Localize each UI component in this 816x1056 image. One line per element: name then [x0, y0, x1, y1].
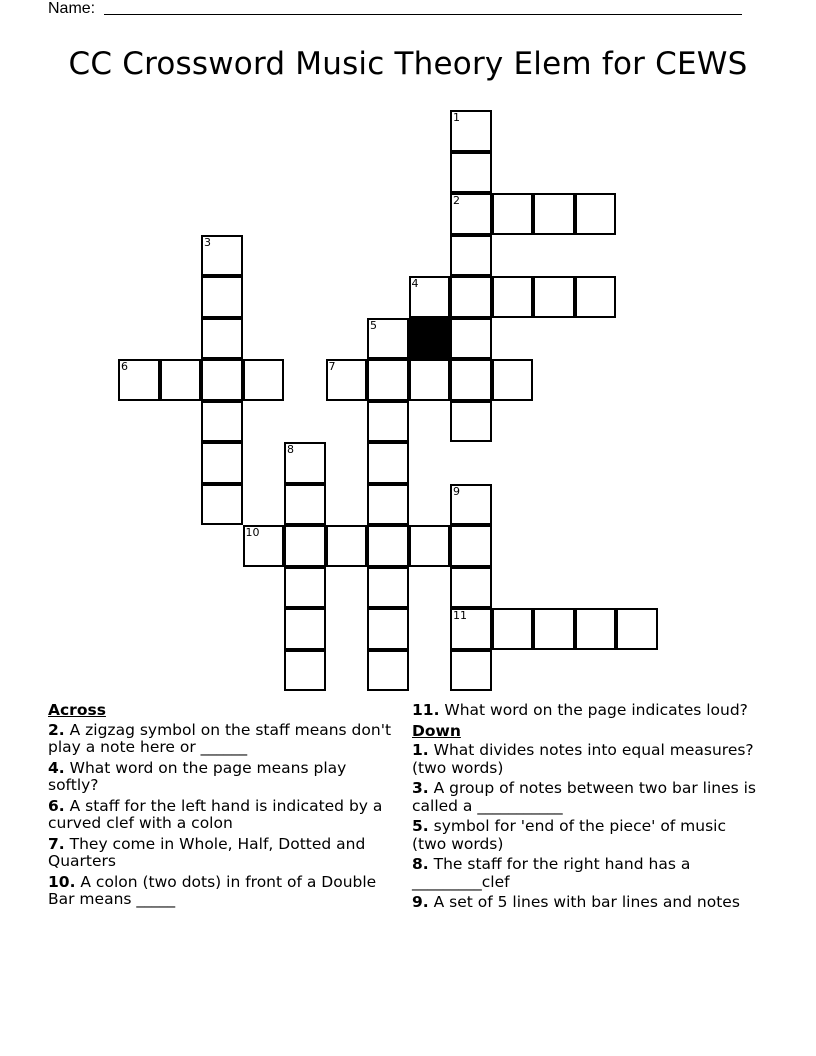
- grid-cell-11[interactable]: [450, 608, 492, 650]
- grid-cell[interactable]: [201, 318, 243, 360]
- grid-cell[interactable]: [575, 276, 617, 318]
- cell-number: 8: [287, 443, 294, 456]
- cell-number: 5: [370, 318, 377, 332]
- page-title: CC Crossword Music Theory Elem for CEWS: [68, 46, 748, 82]
- grid-cell[interactable]: [533, 193, 575, 235]
- grid-cell[interactable]: [201, 401, 243, 443]
- grid-cell[interactable]: [450, 276, 492, 318]
- clue-across-7: 7. They come in Whole, Half, Dotted and Quarters: [48, 834, 366, 870]
- grid-cell[interactable]: [201, 442, 243, 484]
- clue-down-3: 3. A group of notes between two bar lines is called a ___________: [412, 779, 756, 815]
- clue-across-2: 2. A zigzag symbol on the staff means don't play a note here or ______: [48, 720, 392, 756]
- grid-cell[interactable]: [616, 608, 658, 650]
- grid-cell-9[interactable]: [450, 484, 492, 526]
- cell-number: 6: [121, 360, 128, 373]
- grid-cell[interactable]: [201, 484, 243, 526]
- grid-cell[interactable]: [284, 525, 326, 567]
- name-label: Name:: [48, 0, 96, 17]
- grid-cell[interactable]: [492, 276, 534, 318]
- clues-column-right: [412, 702, 757, 915]
- grid-cell[interactable]: [450, 567, 492, 609]
- grid-cell[interactable]: [492, 359, 534, 401]
- grid-cell-1[interactable]: [450, 110, 492, 152]
- grid-cell[interactable]: [450, 401, 492, 443]
- grid-cell[interactable]: [492, 193, 534, 235]
- clue-down-9: 9. A set of 5 lines with bar lines and notes: [412, 893, 740, 911]
- grid-cell-4[interactable]: [409, 276, 451, 318]
- grid-cell[interactable]: [450, 650, 492, 692]
- cell-number: 9: [453, 484, 460, 498]
- clue-down-1: 1. What divides notes into equal measures? (two words): [412, 741, 754, 777]
- grid-cell-2[interactable]: [450, 193, 492, 235]
- clues-column-left: [48, 702, 393, 912]
- cell-number: 7: [328, 360, 336, 373]
- grid-cell[interactable]: [409, 359, 451, 401]
- grid-cell[interactable]: [450, 525, 492, 567]
- grid-cell-3[interactable]: [201, 235, 243, 277]
- grid-cell[interactable]: [450, 359, 492, 401]
- cell-number: 11: [453, 609, 467, 622]
- grid-cell-10[interactable]: [243, 525, 285, 567]
- clue-across-6: 6. A staff for the left hand is indicated by a curved clef with a colon: [48, 796, 383, 832]
- grid-cell[interactable]: [243, 359, 285, 401]
- clue-down-8: 8. The staff for the right hand has a _________clef: [412, 855, 691, 891]
- clue-across-10: 10. A colon (two dots) in front of a Double Bar means _____: [48, 872, 377, 908]
- grid-cell[interactable]: [450, 235, 492, 277]
- grid-cell[interactable]: [450, 318, 492, 360]
- grid-cell[interactable]: [575, 193, 617, 235]
- grid-cell[interactable]: [160, 359, 202, 401]
- grid-cell[interactable]: [367, 484, 409, 526]
- grid-cell[interactable]: [367, 608, 409, 650]
- cell-number: 4: [411, 277, 419, 290]
- cell-number: 3: [204, 235, 211, 249]
- across-heading: Across: [48, 701, 106, 719]
- grid-cell[interactable]: [367, 442, 409, 484]
- grid-cell-5[interactable]: [367, 318, 409, 360]
- grid-cell[interactable]: [409, 525, 451, 567]
- grid-cell[interactable]: [367, 401, 409, 443]
- grid-cell[interactable]: [575, 608, 617, 650]
- grid-cell[interactable]: [284, 650, 326, 692]
- grid-cell[interactable]: [533, 276, 575, 318]
- grid-cell[interactable]: [367, 567, 409, 609]
- grid-cell[interactable]: [284, 567, 326, 609]
- grid-cell[interactable]: [284, 608, 326, 650]
- grid-block: [409, 318, 451, 360]
- cell-number: 2: [453, 194, 460, 207]
- grid-cell[interactable]: [201, 276, 243, 318]
- clue-across-4: 4. What word on the page means play softly?: [48, 758, 347, 794]
- grid-cell[interactable]: [492, 608, 534, 650]
- grid-cell[interactable]: [533, 608, 575, 650]
- grid-cell[interactable]: [450, 152, 492, 194]
- cell-number: 1: [453, 111, 460, 124]
- grid-cell[interactable]: [367, 525, 409, 567]
- grid-cell-8[interactable]: [284, 442, 326, 484]
- grid-cell[interactable]: [367, 650, 409, 692]
- down-heading: Down: [412, 721, 461, 740]
- grid-cell[interactable]: [326, 525, 368, 567]
- grid-cell-6[interactable]: [118, 359, 160, 401]
- grid-cell-7[interactable]: [326, 359, 368, 401]
- clue-across-11: 11. What word on the page indicates loud?: [412, 701, 748, 719]
- grid-cell[interactable]: [367, 359, 409, 401]
- grid-cell[interactable]: [284, 484, 326, 526]
- clue-down-5: 5. symbol for 'end of the piece' of music (two words): [412, 817, 727, 853]
- cell-number: 10: [245, 526, 260, 539]
- grid-cell[interactable]: [201, 359, 243, 401]
